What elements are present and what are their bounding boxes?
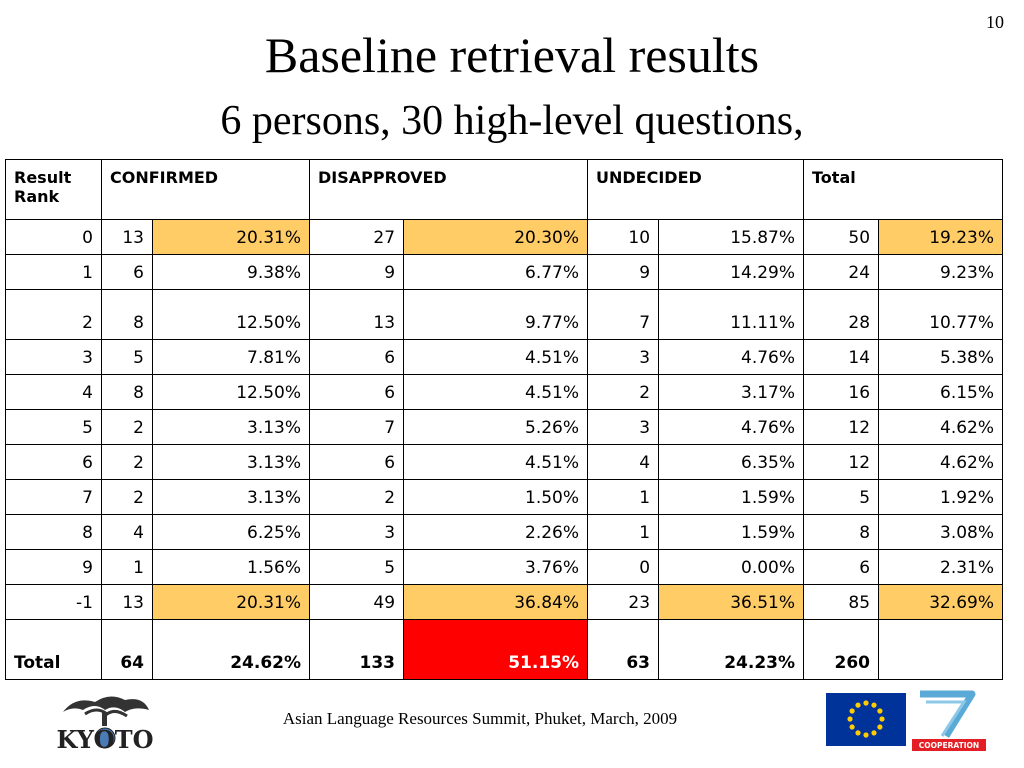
- cell-undecided-count: 10: [588, 220, 659, 255]
- cell-rank: -1: [6, 585, 102, 620]
- cell-confirmed-pct: 1.56%: [153, 550, 310, 585]
- cell-rank: 6: [6, 445, 102, 480]
- table-row: [6, 290, 1003, 340]
- cell-confirmed-count: 5: [102, 340, 153, 375]
- cooperation-label: COOPERATION: [918, 741, 980, 750]
- cell-confirmed-pct: 3.13%: [153, 410, 310, 445]
- table-row: [6, 410, 1003, 445]
- cell-confirmed-count: 8: [102, 375, 153, 410]
- cell-confirmed-count: 13: [102, 220, 153, 255]
- page-number: 10: [986, 12, 1004, 32]
- cell-rank: 1: [6, 255, 102, 290]
- cell-undecided-pct: 1.59%: [659, 480, 804, 515]
- fp7-logo: [910, 690, 988, 752]
- cell-undecided-pct: 3.17%: [659, 375, 804, 410]
- cell-total-count: 8: [804, 515, 879, 550]
- cell-disapproved-count: 6: [310, 445, 404, 480]
- cell-undecided-pct: 4.76%: [659, 340, 804, 375]
- cell-total-pct: 1.92%: [879, 480, 1003, 515]
- cell-confirmed-pct: 9.38%: [153, 255, 310, 290]
- cell-disapproved-pct: 4.51%: [404, 375, 588, 410]
- cell-undecided-pct: 36.51%: [659, 585, 804, 620]
- cell-disapproved-count: 2: [310, 480, 404, 515]
- table-row: [6, 550, 1003, 585]
- cell-disapproved-count: 27: [310, 220, 404, 255]
- cell-undecided-pct: 4.76%: [659, 410, 804, 445]
- cell-confirmed-count: 13: [102, 585, 153, 620]
- header-disapproved: DISAPPROVED: [310, 160, 588, 220]
- cell-total-count: 24: [804, 255, 879, 290]
- cell-undecided-pct: 6.35%: [659, 445, 804, 480]
- cell-rank: 3: [6, 340, 102, 375]
- cell-total-pct: [879, 620, 1003, 680]
- table-row: [6, 585, 1003, 620]
- cell-total-pct: 4.62%: [879, 410, 1003, 445]
- cell-rank: Total: [6, 620, 102, 680]
- header-result-rank: Result Rank: [6, 160, 102, 220]
- cell-rank: 2: [6, 290, 102, 340]
- cell-total-count: 260: [804, 620, 879, 680]
- cell-undecided-pct: 1.59%: [659, 515, 804, 550]
- slide-footer: Asian Language Resources Summit, Phuket, March, 2009: [282, 709, 678, 728]
- cell-undecided-count: 1: [588, 515, 659, 550]
- cell-disapproved-count: 6: [310, 340, 404, 375]
- cell-undecided-pct: 0.00%: [659, 550, 804, 585]
- cell-undecided-pct: 24.23%: [659, 620, 804, 680]
- cell-total-count: 28: [804, 290, 879, 340]
- cell-disapproved-count: 7: [310, 410, 404, 445]
- cell-disapproved-pct: 5.26%: [404, 410, 588, 445]
- cell-total-count: 50: [804, 220, 879, 255]
- header-total: Total: [804, 160, 1003, 220]
- cell-total-pct: 9.23%: [879, 255, 1003, 290]
- cell-disapproved-pct: 3.76%: [404, 550, 588, 585]
- cell-undecided-pct: 15.87%: [659, 220, 804, 255]
- cell-total-count: 85: [804, 585, 879, 620]
- cell-undecided-count: 1: [588, 480, 659, 515]
- table-row: [6, 515, 1003, 550]
- cell-disapproved-pct: 1.50%: [404, 480, 588, 515]
- kyoto-logo-text: KYOTO: [56, 725, 154, 754]
- cell-disapproved-count: 6: [310, 375, 404, 410]
- table-row: [6, 445, 1003, 480]
- table-row: [6, 220, 1003, 255]
- total-row: [6, 620, 1003, 680]
- cell-undecided-count: 7: [588, 290, 659, 340]
- cell-confirmed-pct: 12.50%: [153, 290, 310, 340]
- cell-undecided-count: 2: [588, 375, 659, 410]
- cell-confirmed-pct: 3.13%: [153, 480, 310, 515]
- cell-confirmed-count: 6: [102, 255, 153, 290]
- seven-icon: [920, 694, 972, 736]
- eu-flag-logo: [826, 693, 906, 746]
- cell-disapproved-pct: 2.26%: [404, 515, 588, 550]
- cell-undecided-count: 63: [588, 620, 659, 680]
- cell-total-count: 6: [804, 550, 879, 585]
- cell-confirmed-pct: 20.31%: [153, 220, 310, 255]
- cell-confirmed-pct: 12.50%: [153, 375, 310, 410]
- cell-undecided-pct: 11.11%: [659, 290, 804, 340]
- cell-disapproved-pct: 4.51%: [404, 340, 588, 375]
- cell-total-count: 14: [804, 340, 879, 375]
- cell-total-pct: 5.38%: [879, 340, 1003, 375]
- header-confirmed: CONFIRMED: [102, 160, 310, 220]
- cell-rank: 0: [6, 220, 102, 255]
- cell-undecided-count: 9: [588, 255, 659, 290]
- cell-undecided-count: 3: [588, 340, 659, 375]
- cell-total-pct: 19.23%: [879, 220, 1003, 255]
- cell-confirmed-count: 64: [102, 620, 153, 680]
- cell-rank: 9: [6, 550, 102, 585]
- table-row: [6, 375, 1003, 410]
- cell-total-pct: 6.15%: [879, 375, 1003, 410]
- cell-total-count: 12: [804, 445, 879, 480]
- cell-confirmed-pct: 7.81%: [153, 340, 310, 375]
- cell-disapproved-pct: 4.51%: [404, 445, 588, 480]
- cell-confirmed-count: 2: [102, 480, 153, 515]
- cell-undecided-pct: 14.29%: [659, 255, 804, 290]
- cell-disapproved-count: 49: [310, 585, 404, 620]
- table-row: [6, 480, 1003, 515]
- cell-confirmed-count: 1: [102, 550, 153, 585]
- cell-confirmed-pct: 20.31%: [153, 585, 310, 620]
- cell-disapproved-count: 5: [310, 550, 404, 585]
- cell-confirmed-count: 2: [102, 410, 153, 445]
- cell-confirmed-count: 8: [102, 290, 153, 340]
- slide-subtitle: 6 persons, 30 high-level questions,: [220, 98, 804, 144]
- cell-disapproved-count: 3: [310, 515, 404, 550]
- cell-total-pct: 2.31%: [879, 550, 1003, 585]
- cell-disapproved-pct: 20.30%: [404, 220, 588, 255]
- cell-disapproved-count: 9: [310, 255, 404, 290]
- cell-disapproved-count: 13: [310, 290, 404, 340]
- cell-confirmed-count: 4: [102, 515, 153, 550]
- cell-rank: 4: [6, 375, 102, 410]
- table-row: [6, 255, 1003, 290]
- slide-title: Baseline retrieval results: [264, 27, 760, 83]
- cell-disapproved-pct: 6.77%: [404, 255, 588, 290]
- cell-total-pct: 32.69%: [879, 585, 1003, 620]
- cell-total-count: 12: [804, 410, 879, 445]
- cell-total-count: 5: [804, 480, 879, 515]
- cell-total-pct: 10.77%: [879, 290, 1003, 340]
- cell-confirmed-pct: 6.25%: [153, 515, 310, 550]
- cell-rank: 5: [6, 410, 102, 445]
- cell-total-pct: 3.08%: [879, 515, 1003, 550]
- results-table: [5, 159, 1003, 680]
- cell-rank: 7: [6, 480, 102, 515]
- cell-confirmed-pct: 24.62%: [153, 620, 310, 680]
- cell-undecided-count: 3: [588, 410, 659, 445]
- table-row: [6, 340, 1003, 375]
- cell-rank: 8: [6, 515, 102, 550]
- cell-undecided-count: 4: [588, 445, 659, 480]
- cell-total-count: 16: [804, 375, 879, 410]
- header-undecided: UNDECIDED: [588, 160, 804, 220]
- cell-disapproved-pct: 9.77%: [404, 290, 588, 340]
- cell-disapproved-count: 133: [310, 620, 404, 680]
- header-row: [6, 160, 1003, 220]
- cell-undecided-count: 23: [588, 585, 659, 620]
- cell-undecided-count: 0: [588, 550, 659, 585]
- cell-confirmed-count: 2: [102, 445, 153, 480]
- cell-disapproved-pct: 36.84%: [404, 585, 588, 620]
- cell-total-pct: 4.62%: [879, 445, 1003, 480]
- cell-disapproved-pct: 51.15%: [404, 620, 588, 680]
- cell-confirmed-pct: 3.13%: [153, 445, 310, 480]
